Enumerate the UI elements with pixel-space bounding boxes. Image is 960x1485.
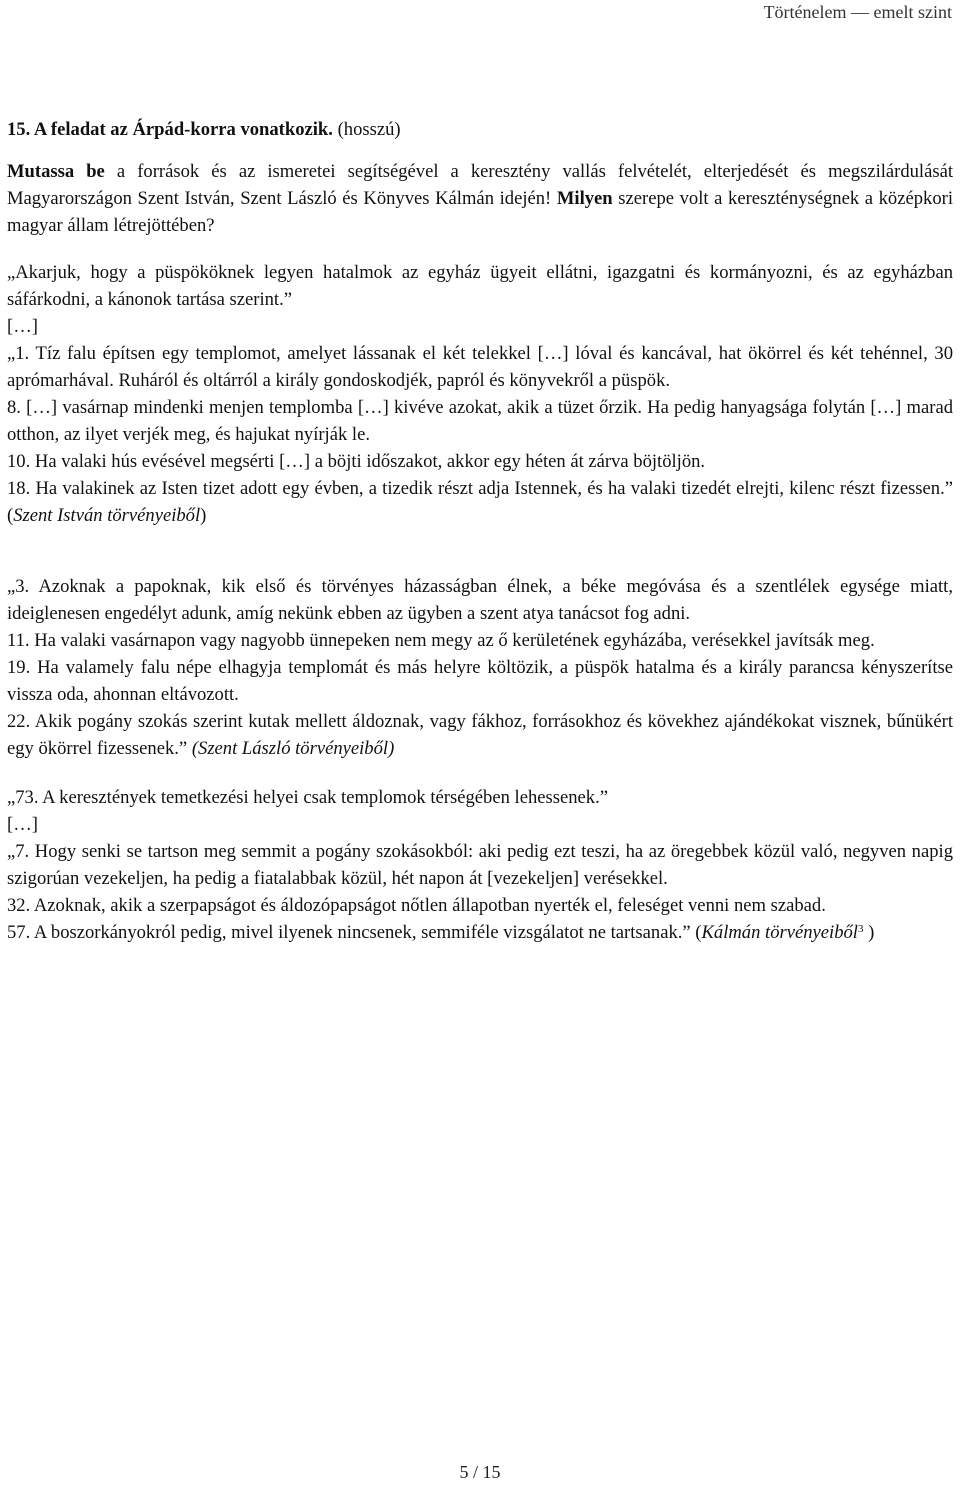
istvan-source-paren-close: ) (200, 505, 207, 526)
kalman-source-paren-open: ( (695, 922, 702, 943)
kalman-law-32: 32. Azoknak, akik a szerpapságot és áldozópapságot nőtlen állapotban nyerték el, feleséget venni nem szabad. (7, 895, 826, 916)
running-header: Történelem — emelt szint (763, 2, 952, 22)
instruction-text-2: szerepe volt a kereszténységnek a középkori magyar állam létrejöttében? (7, 188, 953, 236)
document-body (7, 116, 953, 946)
istvan-law-10: 10. Ha valaki hús evésével megsérti […] a böjti időszakot, akkor egy héten át zárva böjtöljön. (7, 451, 706, 472)
laszlo-source: (Szent László törvényeiből) (191, 738, 395, 759)
kalman-source-paren-close: ) (863, 922, 875, 943)
task-instruction (7, 158, 953, 239)
footnote-marker: 3 (857, 923, 864, 935)
instruction-text-1: a források és az ismeretei segítségével a keresztény vallás felvételét, elterjedését és megszilárdulását Magyarországon Szent István, Szent László és Könyves Kálmán idején! (7, 161, 954, 209)
page-number: 5 / 15 (459, 1462, 501, 1482)
istvan-ellipsis: […] (7, 316, 38, 337)
istvan-source-paren-open: ( (7, 505, 14, 526)
istvan-law-18: 18. Ha valakinek az Isten tizet adott egy évben, a tizedik részt adja Istennek, és ha valaki tizedét elrejti, kilenc részt fizessen.” (Szent István törvényeiből) (7, 478, 953, 526)
task-number-title: 15. A feladat az Árpád-korra vonatkozik. (7, 119, 333, 140)
kalman-law-7: „7. Hogy senki se tartson meg semmit a pogány szokásokból: aki pedig ezt teszi, ha az öregebbek közül való, negyven napig szigorúan vezekeljen, ha pedig a fiatalabbak közül, hét napon át [vezekeljen] verésekkel. (7, 841, 953, 889)
istvan-source: Szent István törvényeiből (13, 505, 201, 526)
kalman-source: Kálmán törvényeiből (701, 922, 858, 943)
laszlo-law-22: 22. Akik pogány szokás szerint kutak mellett áldoznak, vagy fákhoz, forrásokhoz és kövekhez ajándékokat visznek, bűnükért egy ökörrel fizessenek.” (Szent László törvényeiből) (7, 711, 953, 759)
laszlo-law-11: 11. Ha valaki vasárnapon vagy nagyobb ünnepeken nem megy az ő kerületének egyházába, verésekkel javítsák meg. (7, 630, 875, 651)
kalman-ellipsis: […] (7, 814, 38, 835)
task-title (7, 116, 953, 143)
laszlo-law-19: 19. Ha valamely falu népe elhagyja templomát és más helyre költözik, a püspök hatalma és a király parancsa kényszerítse vissza oda, ahonnan eltávozott. (7, 657, 953, 705)
instruction-bold-2: Milyen (556, 188, 613, 209)
istvan-law-1: „1. Tíz falu építsen egy templomot, amelyet lássanak el két telekkel […] lóval és kancával, hat ökörrel és két tehénnel, 30 aprómarhával. Ruháról és oltárról a király gondoskodjék, papról és könyvekről a püspök. (7, 343, 953, 391)
task-type: (hosszú) (337, 119, 401, 140)
kalman-law-57: 57. A boszorkányokról pedig, mivel ilyenek nincsenek, semmiféle vizsgálatot ne tartsanak.” (Kálmán törvényeiből$^3$ ) (7, 922, 875, 943)
instruction-bold-1: Mutassa be (7, 161, 105, 182)
istvan-quote-1: „Akarjuk, hogy a püspököknek legyen hatalmok az egyház ügyeit ellátni, igazgatni és kormányozni, és az egyházban sáfárkodni, a kánonok tartása szerint.” (7, 262, 953, 310)
laszlo-law-3: „3. Azoknak a papoknak, kik első és törvényes házasságban élnek, a béke megóvása és a szentlélek egysége miatt, ideiglenesen engedélyt adunk, amíg nekünk ebben az ügyben a szent atya tanácsot fog adni. (7, 576, 953, 624)
istvan-law-8: 8. […] vasárnap mindenki menjen templomba […] kivéve azokat, akik a tüzet őrzik. Ha pedig hanyagsága folytán […] marad otthon, az ilyet verjék meg, és hajukat nyírják le. (7, 397, 953, 445)
kalman-law-73: „73. A keresztények temetkezési helyei csak templomok térségében lehessenek.” (7, 787, 608, 808)
